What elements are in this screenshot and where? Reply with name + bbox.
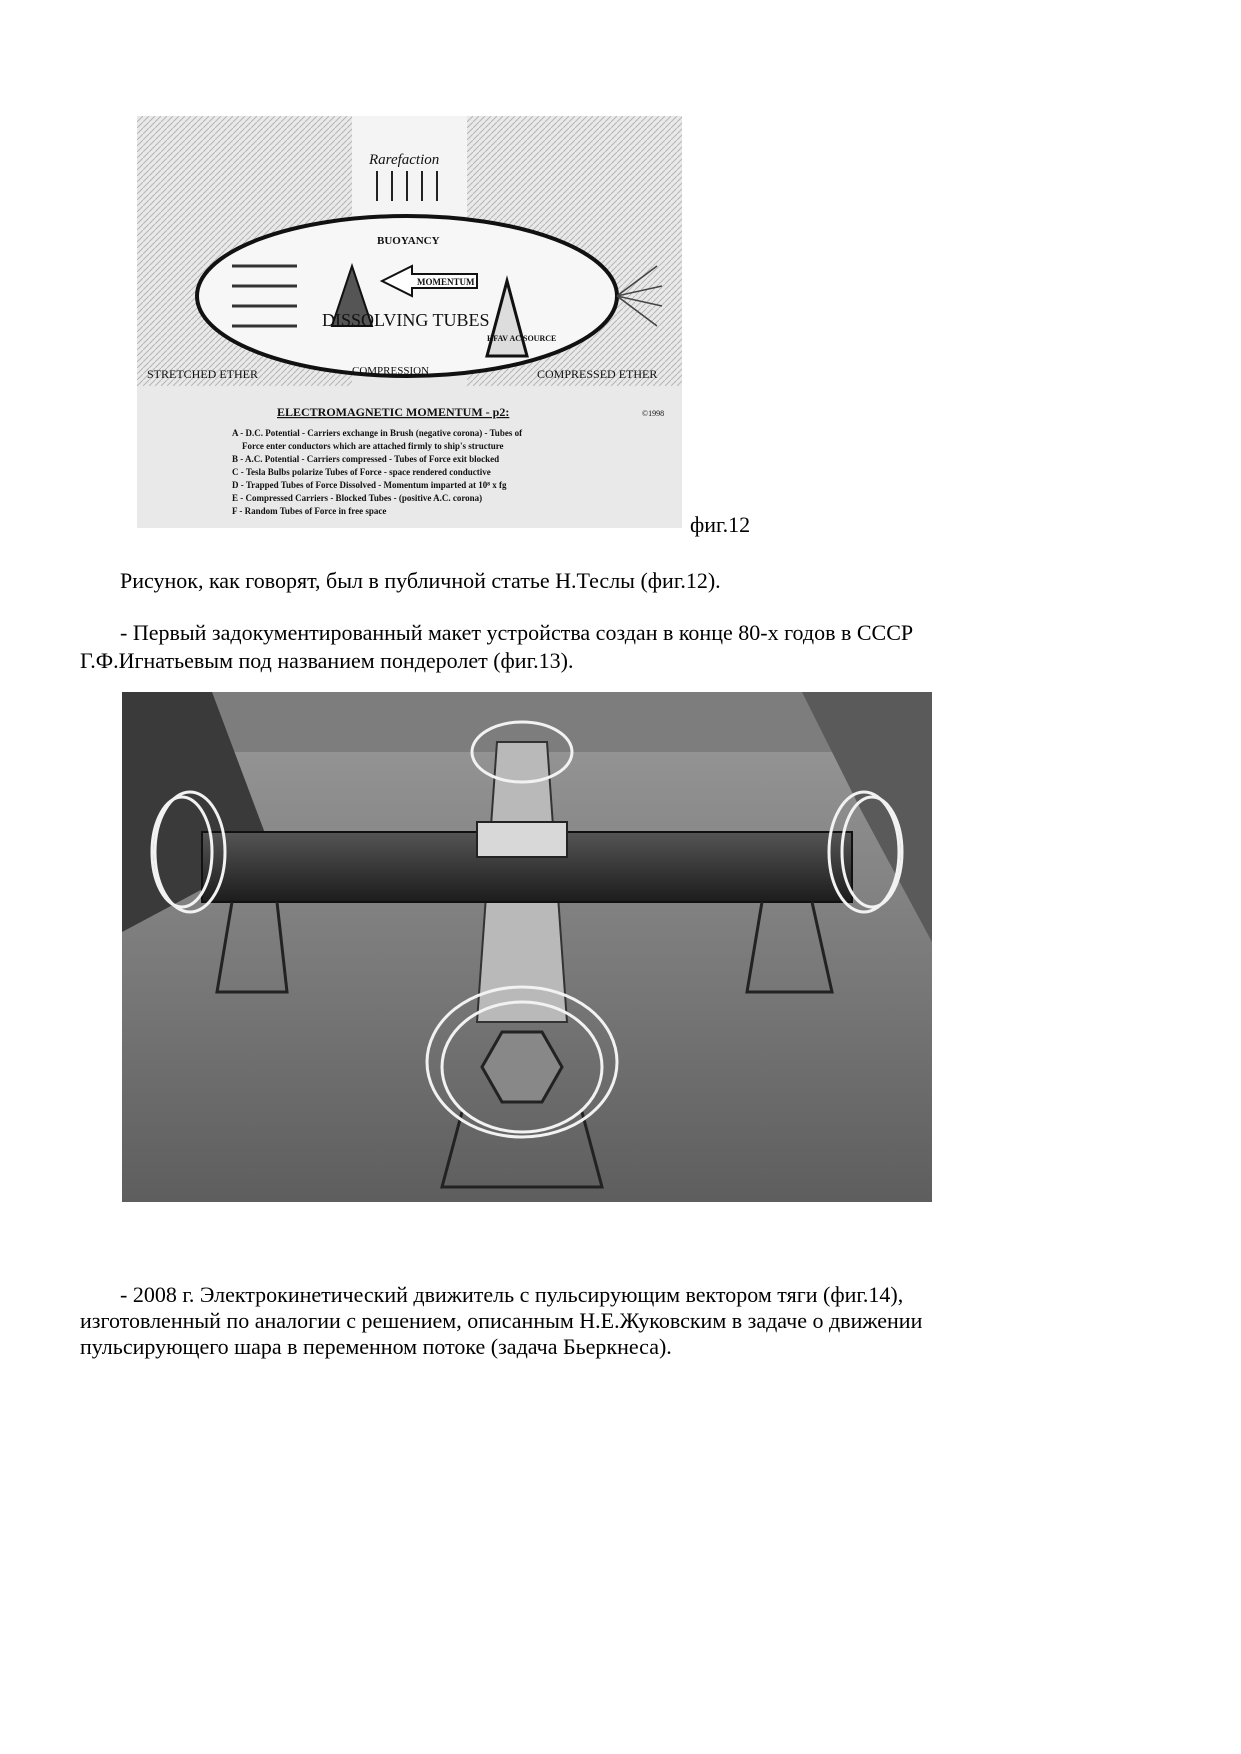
legend-title: ELECTROMAGNETIC MOMENTUM - p2:: [277, 405, 510, 419]
paragraph-2-line-1: - Первый задокументированный макет устройства создан в конце 80-х годов в СССР: [120, 620, 914, 645]
paragraph-3-line-3: пульсирующего шара в переменном потоке (задача Бьеркнеса).: [80, 1334, 672, 1359]
paragraph-3-line-2: изготовленный по аналогии с решением, описанным Н.Е.Жуковским в задаче о движении: [80, 1308, 923, 1333]
figure-12-diagram: [137, 116, 682, 528]
legend-line: D - Trapped Tubes of Force Dissolved - Momentum imparted at 10⁸ x fg: [232, 480, 507, 490]
label-source: HFAV AC SOURCE: [487, 334, 557, 343]
legend-line: E - Compressed Carriers - Blocked Tubes - (positive A.C. corona): [232, 493, 483, 503]
paragraph-3-line-1: - 2008 г. Электрокинетический движитель с пульсирующим вектором тяги (фиг.14),: [120, 1282, 904, 1307]
ponderolet-photo: [122, 692, 932, 1202]
figure-12-caption: фиг.12: [690, 512, 751, 537]
legend-line: A - D.C. Potential - Carriers exchange in Brush (negative corona) - Tubes of: [232, 428, 523, 438]
label-stretched-ether: STRETCHED ETHER: [147, 367, 258, 381]
paragraph-2-line-2: Г.Ф.Игнатьевым под названием пондеролет (фиг.13).: [80, 648, 574, 673]
legend-line: Force enter conductors which are attached firmly to ship's structure: [242, 441, 504, 451]
label-compressed-ether: COMPRESSED ETHER: [537, 367, 658, 381]
paragraph-1: Рисунок, как говорят, был в публичной статье Н.Теслы (фиг.12).: [120, 568, 721, 593]
label-momentum: MOMENTUM: [417, 277, 475, 287]
legend-line: F - Random Tubes of Force in free space: [232, 506, 387, 516]
label-buoyancy: BUOYANCY: [377, 235, 440, 247]
label-dissolving-tubes: DISSOLVING TUBES: [322, 310, 490, 330]
label-compression: COMPRESSION: [352, 365, 430, 377]
label-copyright: ©1998: [642, 409, 665, 418]
label-rarefaction: Rarefaction: [369, 152, 440, 168]
tesla-ship-diagram: [137, 116, 682, 528]
legend-line: C - Tesla Bulbs polarize Tubes of Force - space rendered conductive: [232, 467, 491, 477]
figure-13-photo: [122, 692, 932, 1202]
legend-line: B - A.C. Potential - Carriers compressed - Tubes of Force exit blocked: [232, 454, 500, 464]
